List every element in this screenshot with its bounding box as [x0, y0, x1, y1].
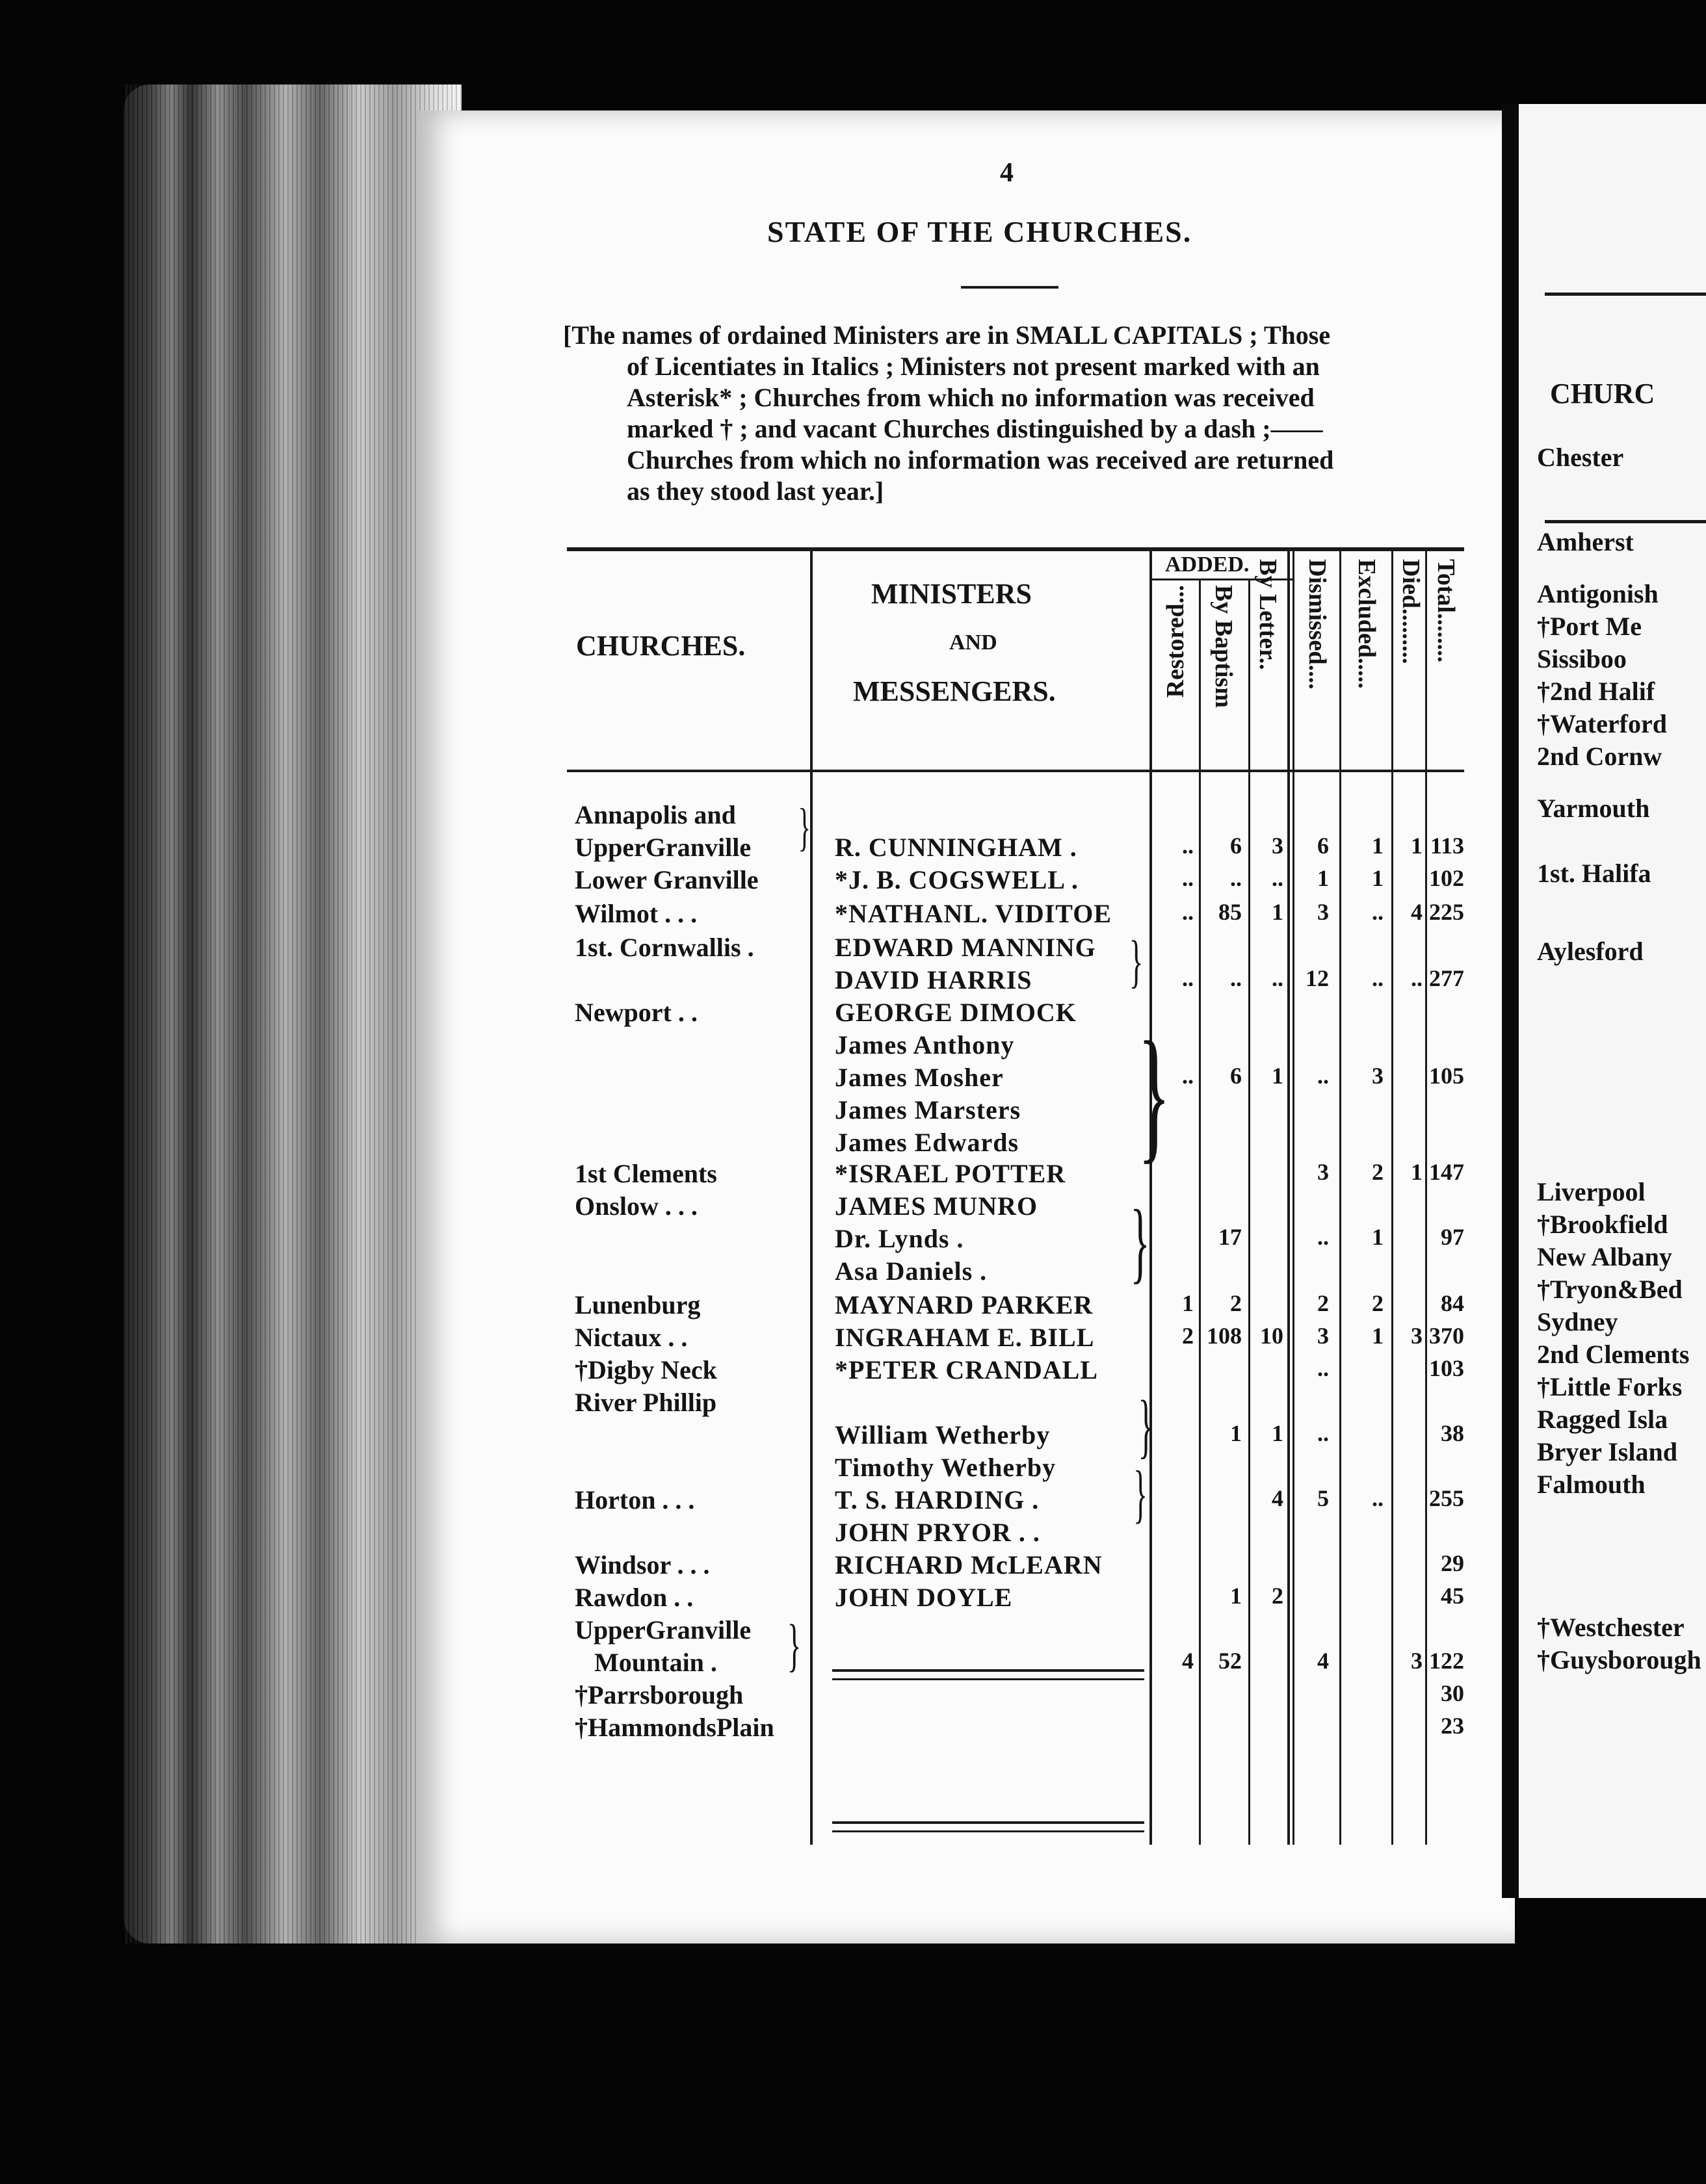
cell-total: 105	[1429, 1063, 1464, 1089]
minister-name: R. CUNNINGHAM .	[835, 833, 1077, 862]
right-page-table-rule	[1545, 520, 1706, 523]
church-name: Wilmot . . .	[575, 899, 698, 928]
cell-total: 30	[1441, 1680, 1464, 1706]
church-name: Windsor . . .	[575, 1550, 710, 1580]
cell-letter: 1	[1272, 1063, 1283, 1089]
cell-total: 102	[1429, 865, 1464, 891]
header-and: AND	[949, 630, 997, 655]
minister-name: GEORGE DIMOCK	[835, 998, 1077, 1027]
cell-restored: ..	[1182, 865, 1194, 891]
church-name: †Digby Neck	[575, 1355, 717, 1384]
cell-died: 1	[1411, 1159, 1423, 1185]
cell-dismissed: ..	[1317, 1355, 1329, 1381]
cell-excluded: 1	[1372, 1323, 1384, 1349]
church-name: †Parrsborough	[575, 1680, 744, 1710]
table-row	[575, 1485, 1472, 1516]
cell-dismissed: 3	[1317, 1323, 1329, 1349]
right-page-church: 2nd Cornw	[1537, 742, 1662, 771]
cell-letter: 3	[1272, 833, 1283, 859]
brace-newport: }	[1138, 1011, 1171, 1176]
right-page-church: Falmouth	[1537, 1470, 1646, 1499]
church-name: Mountain .	[575, 1648, 717, 1677]
cell-died: 3	[1411, 1323, 1423, 1349]
church-name: UpperGranville	[575, 1615, 752, 1644]
book-page-edges	[124, 84, 462, 1944]
table-row	[575, 965, 1472, 996]
page-title: STATE OF THE CHURCHES.	[767, 215, 1192, 248]
vacant-dash-4	[832, 1830, 1144, 1832]
right-page-church: Bryer Island	[1537, 1437, 1677, 1466]
church-name: 1st. Cornwallis .	[575, 933, 754, 962]
cell-total: 277	[1429, 965, 1464, 991]
right-page-church: Amherst	[1537, 527, 1634, 556]
minister-name: Timothy Wetherby	[835, 1453, 1056, 1482]
intro-line-4: marked † ; and vacant Churches distinguished by a dash ;——	[627, 414, 1323, 443]
cell-baptism: 17	[1218, 1224, 1242, 1250]
brace-upper-granville: }	[787, 1613, 802, 1678]
table-row	[575, 1582, 1472, 1613]
cell-letter: 4	[1272, 1485, 1283, 1511]
minister-name: *PETER CRANDALL	[835, 1355, 1099, 1384]
church-name: Annapolis and	[575, 800, 736, 829]
cell-died: ..	[1411, 965, 1423, 991]
minister-name: Asa Daniels .	[835, 1256, 988, 1286]
right-page-church: †Port Me	[1537, 612, 1642, 641]
title-rule	[961, 286, 1058, 289]
cell-baptism: ..	[1230, 965, 1242, 991]
cell-dismissed: ..	[1317, 1224, 1329, 1250]
right-page-church: Antigonish	[1537, 579, 1659, 608]
right-page-church: Liverpool	[1537, 1177, 1646, 1206]
right-page-church: Chester	[1537, 443, 1624, 472]
cell-dismissed: ..	[1317, 1063, 1329, 1089]
brace-annapolis: }	[798, 799, 811, 856]
table-row	[575, 1517, 1472, 1548]
brace-horton: }	[1133, 1457, 1148, 1529]
header-excluded: Excluded.....	[1353, 559, 1380, 689]
header-by-letter: By Letter..	[1254, 559, 1281, 670]
cell-baptism: 85	[1218, 899, 1242, 925]
table-row	[575, 1420, 1472, 1451]
cell-total: 29	[1441, 1550, 1464, 1576]
brace-onslow: }	[1130, 1191, 1150, 1292]
table-row	[575, 1615, 1472, 1646]
table-row	[575, 1158, 1472, 1190]
right-page-church: †Guysborough	[1537, 1645, 1701, 1674]
minister-name: JAMES MUNRO	[835, 1191, 1038, 1221]
vacant-dash-2	[832, 1678, 1144, 1680]
page-number: 4	[1000, 158, 1014, 188]
table-row	[575, 997, 1472, 1028]
cell-baptism: 6	[1230, 833, 1242, 859]
cell-baptism: 108	[1207, 1323, 1242, 1349]
header-dismissed: Dismissed....	[1304, 559, 1331, 690]
brace-river-phillip: }	[1138, 1386, 1154, 1465]
minister-name: Dr. Lynds .	[835, 1224, 964, 1253]
cell-restored: ..	[1182, 965, 1194, 991]
cell-excluded: ..	[1372, 965, 1384, 991]
church-name: 1st Clements	[575, 1159, 717, 1188]
right-page-church: †2nd Halif	[1537, 677, 1655, 706]
table-row	[575, 1191, 1472, 1222]
cell-letter: 2	[1272, 1583, 1283, 1609]
cell-total: 45	[1441, 1583, 1464, 1609]
intro-line-5: Churches from which no information was received are returned	[627, 445, 1334, 474]
minister-name: *ISRAEL POTTER	[835, 1159, 1066, 1188]
cell-baptism: 6	[1230, 1063, 1242, 1089]
table-header-rule	[567, 770, 1464, 772]
header-churches: CHURCHES.	[576, 630, 746, 662]
cell-total: 122	[1429, 1648, 1464, 1674]
cell-baptism: ..	[1230, 865, 1242, 891]
right-page-rule	[1545, 292, 1706, 296]
church-name: Nictaux . .	[575, 1323, 688, 1352]
cell-died: 3	[1411, 1648, 1423, 1674]
cell-excluded: 3	[1372, 1063, 1384, 1089]
cell-letter: ..	[1272, 865, 1283, 891]
cell-restored: 2	[1182, 1323, 1194, 1349]
cell-dismissed: 3	[1317, 899, 1329, 925]
cell-letter: 10	[1260, 1323, 1283, 1349]
cell-restored: ..	[1182, 899, 1194, 925]
right-page-church: †Little Forks	[1537, 1372, 1683, 1401]
cell-restored: 1	[1182, 1290, 1194, 1316]
table-row	[575, 898, 1472, 930]
table-row	[575, 1680, 1472, 1711]
minister-name: James Edwards	[835, 1128, 1019, 1157]
table-row	[575, 1355, 1472, 1386]
table-row	[575, 1550, 1472, 1581]
minister-name: JOHN PRYOR . .	[835, 1518, 1040, 1547]
cell-restored: ..	[1182, 833, 1194, 859]
cell-total: 97	[1441, 1224, 1464, 1250]
minister-name: RICHARD McLEARN	[835, 1550, 1103, 1580]
minister-name: DAVID HARRIS	[835, 965, 1032, 994]
cell-dismissed: 5	[1317, 1485, 1329, 1511]
cell-total: 84	[1441, 1290, 1464, 1316]
cell-dismissed: 12	[1306, 965, 1329, 991]
cell-total: 370	[1429, 1323, 1464, 1349]
cell-restored: 4	[1182, 1648, 1194, 1674]
church-name: Lunenburg	[575, 1290, 701, 1320]
right-page-church: 2nd Clements	[1537, 1340, 1690, 1369]
cell-total: 147	[1429, 1159, 1464, 1185]
table-row	[575, 864, 1472, 896]
cell-excluded: 2	[1372, 1159, 1384, 1185]
cell-died: 1	[1411, 833, 1423, 859]
cell-total: 38	[1441, 1420, 1464, 1446]
church-name: Newport . .	[575, 998, 698, 1027]
table-top-rule	[567, 547, 1464, 551]
right-page-church: †Tryon&Bed	[1537, 1275, 1683, 1304]
cell-excluded: 1	[1372, 833, 1384, 859]
right-page-church: †Waterford	[1537, 709, 1667, 738]
cell-total: 103	[1429, 1355, 1464, 1381]
cell-baptism: 52	[1218, 1648, 1242, 1674]
table-row	[575, 1387, 1472, 1418]
cell-letter: ..	[1272, 965, 1283, 991]
cell-excluded: 1	[1372, 865, 1384, 891]
minister-name: INGRAHAM E. BILL	[835, 1323, 1095, 1352]
table-row	[575, 1256, 1472, 1287]
right-page	[1502, 104, 1706, 1898]
minister-name: *NATHANL. VIDITOE	[835, 899, 1112, 928]
table-row	[575, 1095, 1472, 1126]
cell-total: 23	[1441, 1713, 1464, 1739]
cell-excluded: ..	[1372, 899, 1384, 925]
left-page	[416, 110, 1515, 1944]
right-page-church: Sissiboo	[1537, 644, 1627, 673]
cell-dismissed: ..	[1317, 1420, 1329, 1446]
intro-line-3: Asterisk* ; Churches from which no information was received	[627, 383, 1315, 412]
header-restored: Restored...	[1162, 585, 1189, 698]
cell-dismissed: 1	[1317, 865, 1329, 891]
header-died: Died.........	[1397, 559, 1424, 664]
minister-name: EDWARD MANNING	[835, 933, 1096, 962]
brace-cornwallis: }	[1129, 930, 1144, 994]
church-name: Rawdon . .	[575, 1583, 694, 1612]
minister-name: James Anthony	[835, 1030, 1015, 1060]
table-row	[575, 1223, 1472, 1254]
cell-total: 225	[1429, 899, 1464, 925]
minister-name: James Marsters	[835, 1095, 1021, 1124]
cell-total: 113	[1430, 833, 1464, 859]
right-page-header: CHURC	[1550, 378, 1655, 410]
right-page-church: Aylesford	[1537, 937, 1644, 966]
right-page-church: †Westchester	[1537, 1613, 1685, 1642]
cell-died: 4	[1411, 899, 1423, 925]
minister-name: MAYNARD PARKER	[835, 1290, 1094, 1320]
header-ministers: MINISTERS	[871, 578, 1032, 610]
minister-name: T. S. HARDING .	[835, 1485, 1040, 1514]
minister-name: JOHN DOYLE	[835, 1583, 1013, 1612]
cell-excluded: ..	[1372, 1485, 1384, 1511]
church-name: Onslow . . .	[575, 1191, 698, 1221]
cell-baptism: 2	[1230, 1290, 1242, 1316]
vacant-dash-1	[832, 1669, 1144, 1672]
right-page-church: 1st. Halifa	[1537, 859, 1651, 888]
right-page-church: New Albany	[1537, 1242, 1672, 1271]
header-added: ADDED.	[1165, 552, 1250, 577]
table-row	[575, 832, 1472, 863]
church-name: †HammondsPlain	[575, 1713, 774, 1742]
church-name: UpperGranville	[575, 833, 752, 862]
church-name: Horton . . .	[575, 1485, 695, 1514]
minister-name: William Wetherby	[835, 1420, 1051, 1450]
cell-restored: ..	[1182, 1063, 1194, 1089]
header-messengers: MESSENGERS.	[853, 675, 1056, 707]
church-name: River Phillip	[575, 1388, 717, 1417]
cell-dismissed: 3	[1317, 1159, 1329, 1185]
table-row	[575, 1062, 1472, 1093]
intro-line-6: as they stood last year.]	[627, 476, 884, 506]
table-row	[575, 932, 1472, 963]
header-by-baptism: By Baptism	[1210, 585, 1237, 708]
right-page-church: Ragged Isla	[1537, 1405, 1668, 1434]
table-row	[575, 1322, 1472, 1353]
intro-line-2: of Licentiates in Italics ; Ministers not present marked with an	[627, 352, 1320, 381]
cell-letter: 1	[1272, 1420, 1283, 1446]
table-row	[575, 1127, 1472, 1158]
table-row	[575, 800, 1472, 831]
church-name: Lower Granville	[575, 865, 759, 894]
cell-baptism: 1	[1230, 1583, 1242, 1609]
cell-total: 255	[1429, 1485, 1464, 1511]
minister-name: James Mosher	[835, 1063, 1004, 1092]
cell-excluded: 2	[1372, 1290, 1384, 1316]
table-row	[575, 1712, 1472, 1743]
cell-dismissed: 6	[1317, 833, 1329, 859]
cell-dismissed: 4	[1317, 1648, 1329, 1674]
intro-line-1: [The names of ordained Ministers are in SMALL CAPITALS ; Those	[563, 320, 1331, 350]
right-page-church: Sydney	[1537, 1307, 1618, 1336]
minister-name: *J. B. COGSWELL .	[835, 865, 1079, 894]
vacant-dash-3	[832, 1821, 1144, 1824]
table-row	[575, 1452, 1472, 1483]
table-row	[575, 1030, 1472, 1061]
cell-letter: 1	[1272, 899, 1283, 925]
right-page-church: Yarmouth	[1537, 794, 1650, 823]
cell-baptism: 1	[1230, 1420, 1242, 1446]
cell-excluded: 1	[1372, 1224, 1384, 1250]
right-page-church: †Brookfield	[1537, 1210, 1668, 1239]
header-total: Total........	[1432, 559, 1460, 663]
table-row	[575, 1647, 1472, 1678]
cell-dismissed: 2	[1317, 1290, 1329, 1316]
table-row	[575, 1290, 1472, 1321]
